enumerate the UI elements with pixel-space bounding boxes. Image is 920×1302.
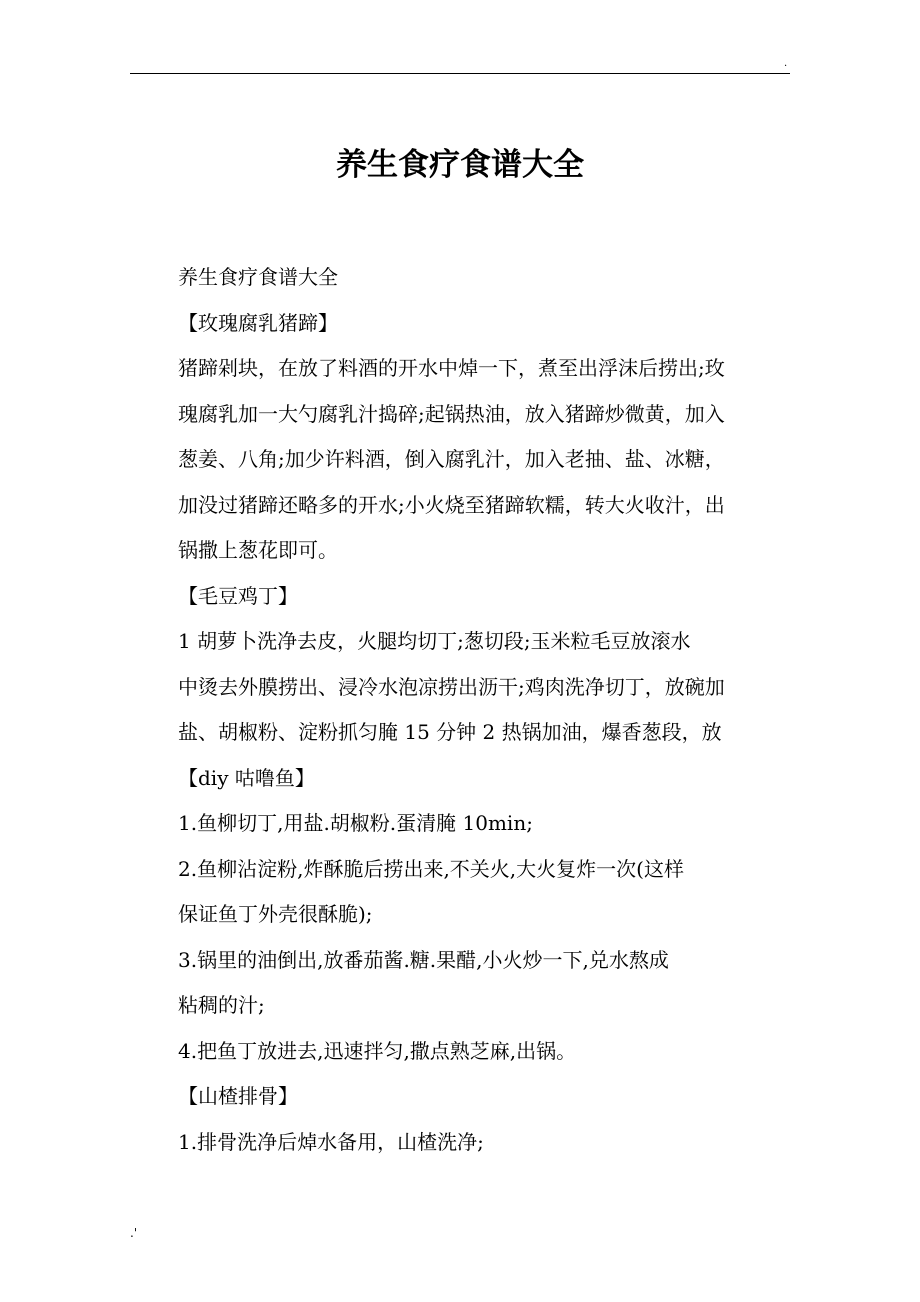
paragraph-line: 瑰腐乳加一大勺腐乳汁捣碎;起锅热油，放入猪蹄炒微黄，加入: [178, 401, 725, 426]
footer-mark: .': [130, 1226, 138, 1240]
document-body: [131, 255, 821, 1165]
paragraph-line: 养生食疗食谱大全: [178, 265, 338, 289]
header-mark: .: [784, 58, 788, 69]
paragraph-line: 保证鱼丁外壳很酥脆);: [178, 902, 373, 926]
paragraph-line: 中烫去外膜捞出、浸冷水泡凉捞出沥干;鸡肉洗净切丁，放碗加: [178, 674, 725, 699]
paragraph-line: 1 胡萝卜洗净去皮，火腿均切丁;葱切段;玉米粒毛豆放滚水: [178, 629, 691, 653]
paragraph-line: 猪蹄剁块，在放了料酒的开水中焯一下，煮至出浮沫后捞出;玫: [178, 356, 725, 380]
paragraph: [131, 255, 821, 301]
paragraph-line: 粘稠的汁;: [178, 993, 265, 1017]
paragraph-line: 【山楂排骨】: [178, 1084, 298, 1108]
paragraph: [131, 619, 821, 756]
paragraph-line: 1.鱼柳切丁,用盐.胡椒粉.蛋清腌 10min;: [178, 811, 533, 835]
paragraph-line: 【diy 咕噜鱼】: [178, 765, 315, 790]
paragraph: [131, 1029, 821, 1075]
paragraph: [131, 301, 821, 347]
paragraph: [131, 801, 821, 847]
paragraph-line: 2.鱼柳沾淀粉,炸酥脆后捞出来,不关火,大火复炸一次(这样: [178, 856, 684, 881]
paragraph: [131, 756, 821, 802]
paragraph-line: 4.把鱼丁放进去,迅速拌匀,撒点熟芝麻,出锅。: [178, 1038, 577, 1063]
paragraph-line: 葱姜、八角;加少许料酒，倒入腐乳汁，加入老抽、盐、冰糖，: [178, 447, 725, 471]
paragraph-line: 盐、胡椒粉、淀粉抓匀腌 15 分钟 2 热锅加油，爆香葱段，放: [178, 720, 722, 744]
paragraph-line: 【毛豆鸡丁】: [178, 583, 298, 608]
paragraph: [131, 847, 821, 938]
paragraph: [131, 1120, 821, 1166]
paragraph-line: 锅撒上葱花即可。: [178, 538, 338, 562]
paragraph-line: 【玫瑰腐乳猪蹄】: [178, 310, 338, 335]
paragraph-line: 加没过猪蹄还略多的开水;小火烧至猪蹄软糯，转大火收汁，出: [178, 492, 725, 517]
paragraph: [131, 1074, 821, 1120]
paragraph-line: 1.排骨洗净后焯水备用，山楂洗净;: [178, 1129, 484, 1154]
header-rule: [130, 73, 790, 74]
paragraph: [131, 574, 821, 620]
paragraph-line: 3.锅里的油倒出,放番茄酱.糖.果醋,小火炒一下,兑水熬成: [178, 947, 669, 972]
paragraph: [131, 938, 821, 1029]
paragraph: [131, 346, 821, 574]
document-title: 养生食疗食谱大全: [336, 147, 584, 183]
